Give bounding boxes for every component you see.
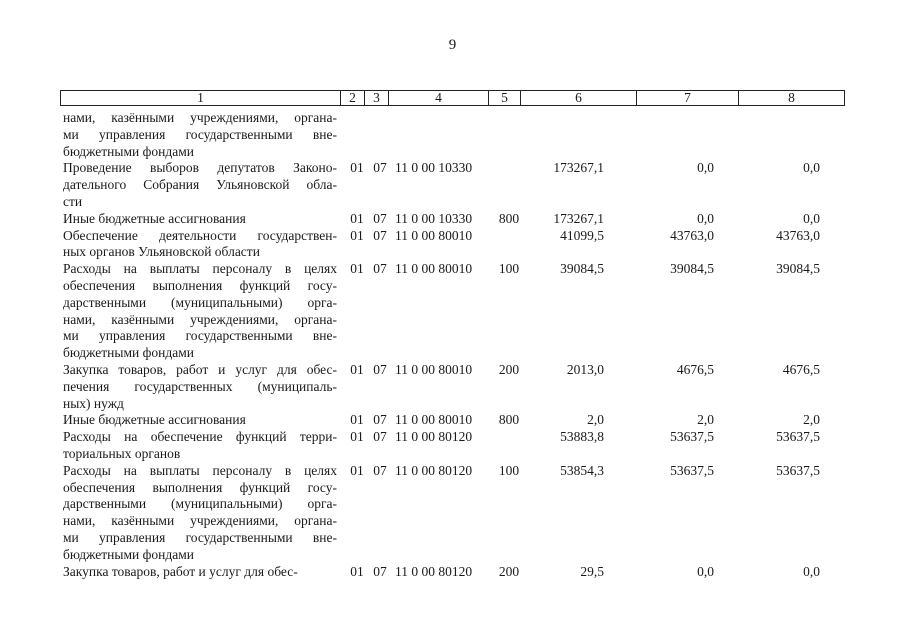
cell-col-8: 4676,5 (782, 362, 820, 377)
description-line: ми управления государственными вне- (63, 328, 337, 344)
header-col-8: 8 (788, 90, 795, 105)
cell-col-7: 4676,5 (676, 362, 714, 377)
row-description (63, 261, 337, 362)
cell-col-4: 11 0 00 80010 (395, 362, 473, 377)
cell-col-6: 173267,1 (553, 160, 604, 176)
cell-col-8: 39084,5 (776, 261, 820, 277)
description-line: Расходы на выплаты персоналу в целях (63, 261, 337, 277)
cell-col-6: 29,5 (580, 563, 604, 579)
cell-col-2: 01 (350, 412, 364, 428)
cell-col-6: 39084,5 (560, 261, 604, 277)
cell-col-4: 11 0 00 80120 (395, 563, 473, 579)
cell-col-2: 01 (350, 210, 364, 226)
cell-col-8: 0,0 (803, 563, 820, 579)
cell-col-4: 11 0 00 10330 (395, 160, 473, 176)
cell-col-6: 2,0 (587, 412, 604, 428)
description-line: ториальных органов (63, 445, 181, 461)
header-col-2: 2 (341, 91, 365, 105)
row-description (63, 429, 337, 463)
description-line: ных) нужд (63, 395, 124, 411)
cell-col-6: 53883,8 (560, 429, 604, 445)
row-description (63, 211, 337, 228)
header-col-6: 6 (521, 91, 637, 105)
description-line: Иные бюджетные ассигнования (63, 210, 246, 226)
description-line: бюджетными фондами (63, 345, 194, 361)
cell-col-6: 2013,0 (566, 362, 604, 377)
description-line: бюджетными фондами (63, 546, 194, 562)
cell-col-5: 200 (498, 362, 520, 377)
header-col-3: 3 (365, 91, 389, 105)
cell-col-4: 11 0 00 80120 (395, 462, 473, 478)
header-col-7: 7 (637, 91, 739, 105)
description-line: сти (63, 193, 83, 209)
cell-col-3: 07 (373, 160, 387, 176)
description-line: Обеспечение деятельности государствен- (63, 227, 337, 243)
description-line: дарственными (муниципальными) орга- (63, 294, 337, 310)
cell-col-8: 0,0 (803, 210, 820, 226)
cell-col-3: 07 (373, 227, 387, 243)
cell-col-8: 43763,0 (776, 227, 820, 243)
description-line: дарственными (муниципальными) орга- (63, 496, 337, 512)
cell-col-4: 11 0 00 80120 (395, 429, 473, 445)
description-line: нами, казёнными учреждениями, органа- (63, 513, 337, 529)
cell-col-2: 01 (350, 160, 364, 176)
cell-col-3: 07 (373, 412, 387, 428)
description-line: Закупка товаров, работ и услуг для обес- (63, 563, 298, 579)
header-col-4: 4 (389, 91, 489, 105)
cell-col-2: 01 (350, 429, 364, 445)
cell-col-4: 11 0 00 80010 (395, 227, 473, 243)
row-description (63, 564, 337, 581)
cell-col-7: 0,0 (697, 210, 714, 226)
cell-col-4: 11 0 00 10330 (395, 210, 473, 226)
cell-col-5: 100 (498, 261, 520, 277)
cell-col-3: 07 (373, 261, 387, 277)
cell-col-3: 07 (373, 210, 387, 226)
cell-col-7: 53637,5 (670, 462, 714, 478)
cell-col-3: 07 (373, 563, 387, 579)
description-line: нами, казёнными учреждениями, органа- (63, 110, 337, 125)
cell-col-8: 2,0 (803, 412, 820, 428)
page-number: 9 (448, 37, 457, 53)
description-line: обеспечения выполнения функций госу- (63, 479, 337, 495)
description-line: Иные бюджетные ассигнования (63, 412, 246, 428)
cell-col-6: 41099,5 (560, 227, 604, 243)
cell-col-2: 01 (350, 462, 364, 478)
cell-col-2: 01 (350, 227, 364, 243)
cell-col-3: 07 (373, 429, 387, 445)
row-description (63, 463, 337, 564)
row-description (63, 362, 337, 412)
cell-col-5: 100 (498, 462, 520, 478)
cell-col-2: 01 (350, 563, 364, 579)
description-line: ми управления государственными вне- (63, 126, 337, 142)
row-description (63, 160, 337, 210)
cell-col-6: 53854,3 (560, 462, 604, 478)
cell-col-3: 07 (373, 462, 387, 478)
cell-col-8: 53637,5 (776, 429, 820, 445)
cell-col-2: 01 (350, 261, 364, 277)
description-line: печения государственных (муниципаль- (63, 378, 337, 394)
cell-col-8: 0,0 (803, 160, 820, 176)
cell-col-7: 0,0 (697, 563, 714, 579)
description-line: ных органов Ульяновской области (63, 244, 260, 260)
description-line: Расходы на обеспечение функций терри- (63, 429, 337, 445)
cell-col-3: 07 (373, 362, 387, 377)
description-line: обеспечения выполнения функций госу- (63, 277, 337, 293)
row-description (63, 412, 337, 429)
cell-col-7: 39084,5 (670, 261, 714, 277)
cell-col-4: 11 0 00 80010 (395, 261, 473, 277)
cell-col-4: 11 0 00 80010 (395, 412, 473, 428)
description-line: Закупка товаров, работ и услуг для обес- (63, 362, 337, 377)
cell-col-5: 800 (498, 412, 520, 428)
header-col-5: 5 (489, 91, 521, 105)
row-description (63, 110, 337, 160)
description-line: Расходы на выплаты персоналу в целях (63, 462, 337, 478)
cell-col-5: 200 (498, 563, 520, 579)
cell-col-5: 800 (498, 210, 520, 226)
description-line: дательного Собрания Ульяновской обла- (63, 177, 337, 193)
cell-col-6: 173267,1 (553, 210, 604, 226)
description-line: ми управления государственными вне- (63, 529, 337, 545)
description-line: Проведение выборов депутатов Законо- (63, 160, 337, 176)
table-header (60, 90, 845, 106)
description-line: бюджетными фондами (63, 143, 194, 159)
description-line: нами, казёнными учреждениями, органа- (63, 311, 337, 327)
cell-col-7: 0,0 (697, 160, 714, 176)
header-col-1: 1 (61, 91, 341, 105)
cell-col-8: 53637,5 (776, 462, 820, 478)
cell-col-7: 43763,0 (670, 227, 714, 243)
cell-col-7: 2,0 (697, 412, 714, 428)
row-description (63, 228, 337, 262)
cell-col-2: 01 (350, 362, 364, 377)
cell-col-7: 53637,5 (670, 429, 714, 445)
